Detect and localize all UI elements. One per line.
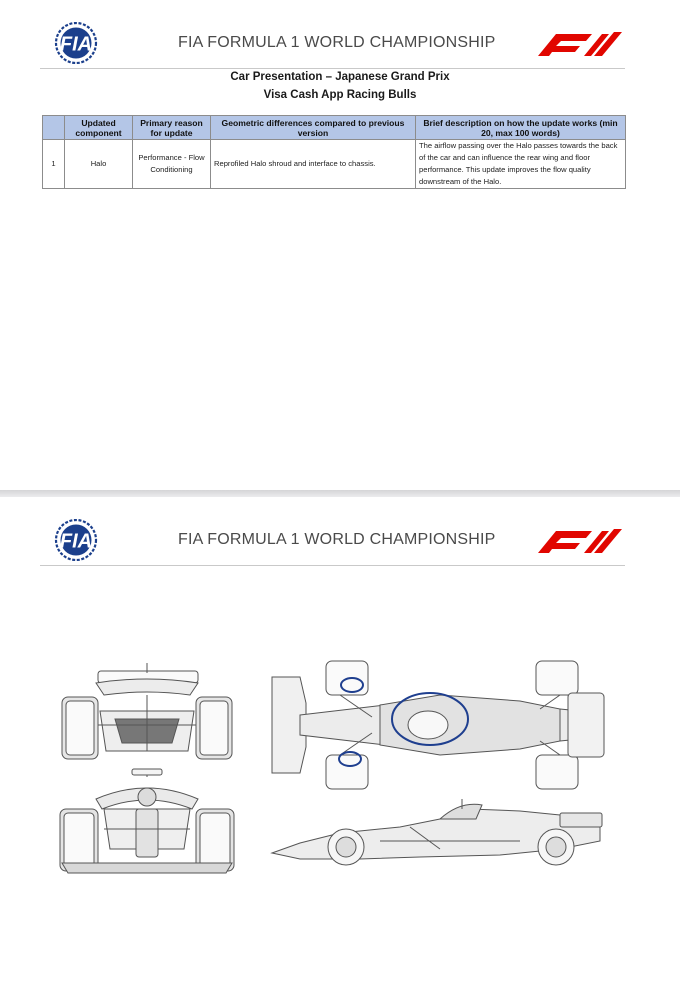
component-cell: Halo	[65, 140, 133, 189]
column-header: Primary reason for update	[133, 116, 211, 140]
header-title: FIA FORMULA 1 WORLD CHAMPIONSHIP	[178, 34, 496, 51]
page-separator	[0, 490, 680, 497]
front-view-drawing	[60, 769, 234, 873]
table-header-row	[43, 116, 626, 140]
header-divider	[40, 68, 625, 69]
row-number: 1	[43, 140, 65, 189]
geometric-cell: Reprofiled Halo shroud and interface to chassis.	[211, 140, 416, 189]
table-row	[43, 140, 626, 189]
fia-logo-text: FIA	[59, 530, 93, 553]
car-drawings	[0, 497, 680, 991]
reason-cell: Performance - Flow Conditioning	[133, 140, 211, 189]
column-header: Geometric differences compared to previous version	[211, 116, 416, 140]
column-header: Brief description on how the update works (min 20, max 100 words)	[416, 116, 626, 140]
column-header	[43, 116, 65, 140]
top-view-drawing	[272, 661, 604, 789]
fia-logo	[40, 22, 112, 64]
document-page-1	[0, 0, 680, 490]
header-title: FIA FORMULA 1 WORLD CHAMPIONSHIP	[178, 531, 496, 548]
page-header	[40, 20, 625, 70]
team-name: Visa Cash App Racing Bulls	[263, 89, 417, 101]
side-view-drawing	[272, 799, 602, 865]
description-cell: The airflow passing over the Halo passes towards the back of the car and can influence the rear wing and floor performance. This update improves the flow quality downstream of the Halo.	[416, 140, 626, 189]
update-table	[42, 115, 626, 189]
fia-logo-text: FIA	[59, 33, 93, 56]
document-title: Car Presentation – Japanese Grand Prix	[230, 71, 450, 83]
rear-view-drawing	[62, 663, 232, 759]
document-page-2	[0, 497, 680, 991]
column-header: Updated component	[65, 116, 133, 140]
f1-logo	[530, 30, 624, 56]
